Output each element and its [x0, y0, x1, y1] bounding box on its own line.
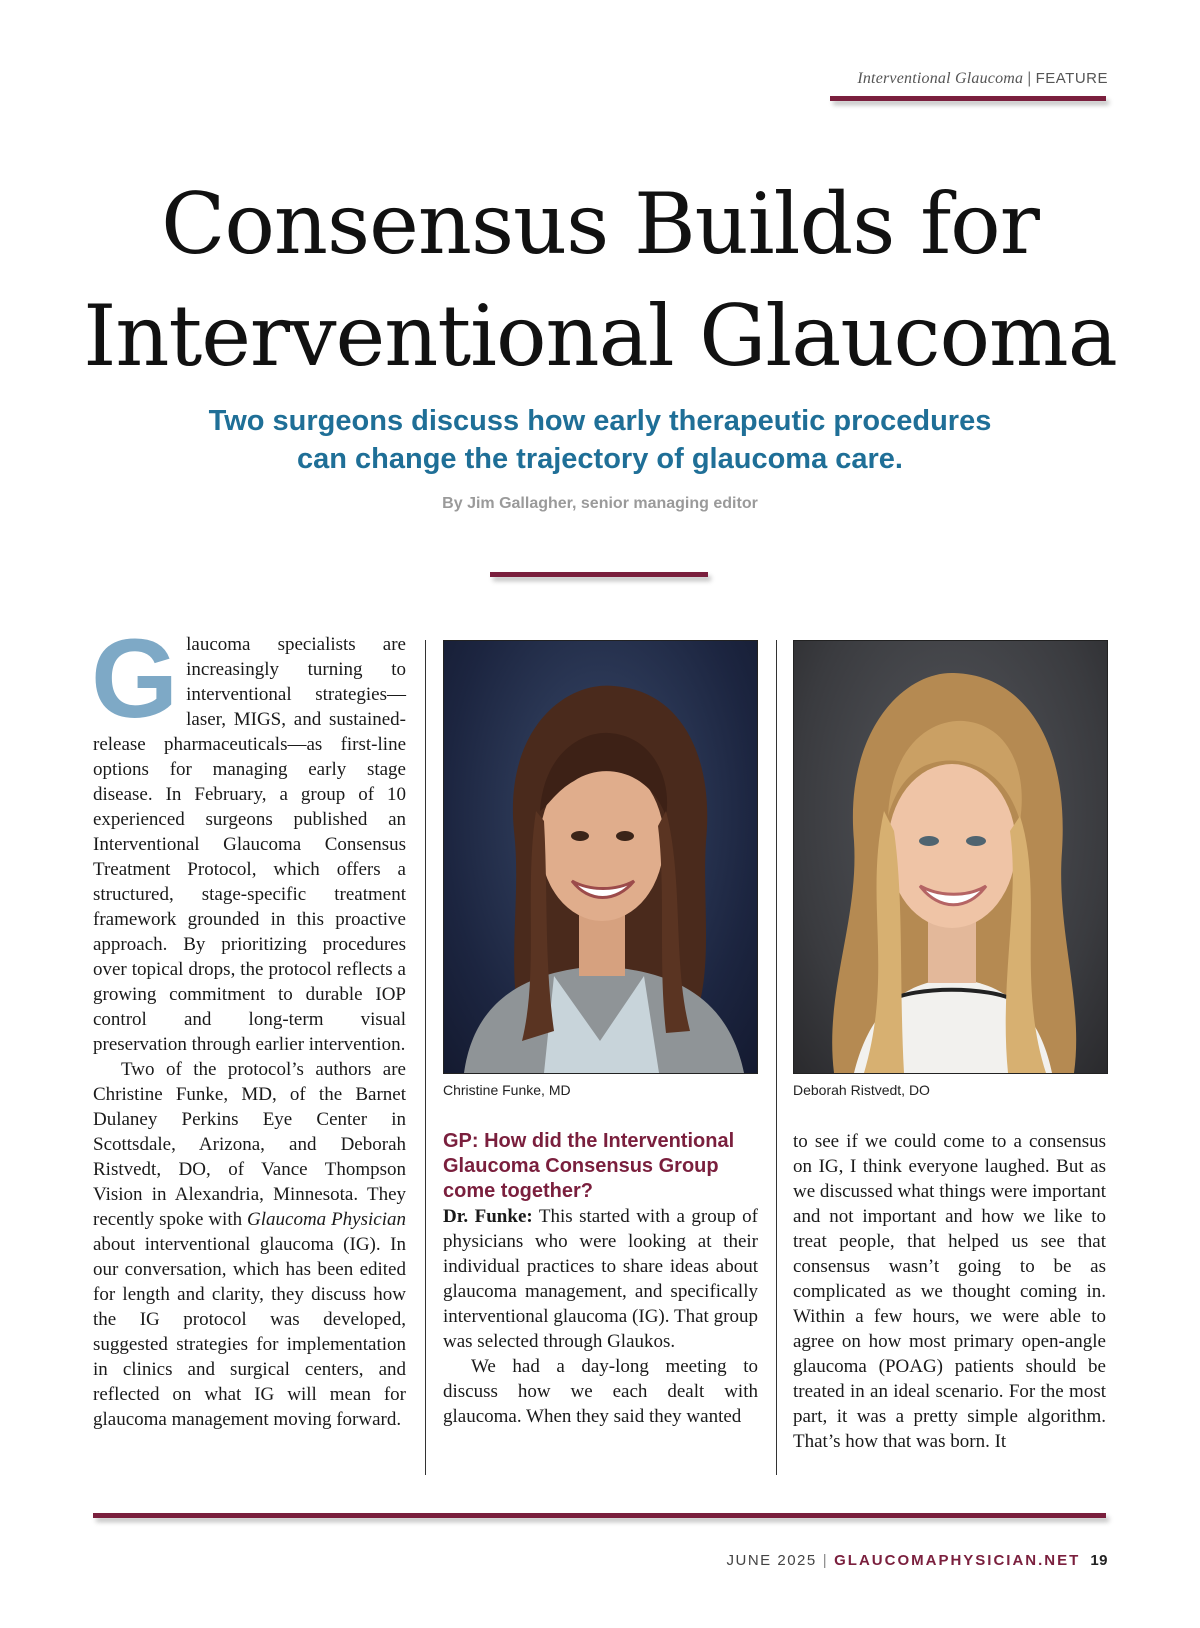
footer-rule — [93, 1513, 1106, 1518]
title-line-1: Consensus Builds for — [161, 175, 1039, 273]
title-divider — [490, 572, 708, 577]
answer-continuation: to see if we could come to a consensus on IG, I think everyone laughed. But as we discussed what things were important and not important and how we like to treat people, that helped us see that consensus wasn’t going to be as complicated as we thought coming in. Within a few hours, we were able to agree on how most primary open-angle glaucoma (POAG) patients should be treated in an ideal scenario. For the most part, it was a pretty simple algorithm. That’s how that was born. It — [793, 1131, 1106, 1452]
portrait-2-illustration — [794, 641, 1107, 1073]
column-3 — [793, 1129, 1106, 1454]
deck-line-2: can change the trajectory of glaucoma care. — [297, 443, 903, 475]
running-header-separator: | — [1027, 70, 1032, 87]
running-header-label: FEATURE — [1035, 70, 1108, 87]
portrait-christine-funke — [443, 640, 758, 1074]
caption-christine-funke: Christine Funke, MD — [443, 1082, 571, 1098]
running-header-section: Interventional Glaucoma — [857, 70, 1024, 87]
caption-deborah-ristvedt: Deborah Ristvedt, DO — [793, 1082, 930, 1098]
answer-text-1: This started with a group of physicians who were looking at their individual practices to share ideas about glaucoma management, and specifically interventional glaucoma (IG). That group was selected through Glaukos. — [443, 1206, 758, 1352]
interview-question: GP: How did the Interventional Glaucoma Consensus Group come together? — [443, 1130, 735, 1202]
folio-separator: | — [822, 1552, 829, 1569]
folio — [727, 1552, 1108, 1569]
article-title — [0, 168, 1200, 392]
column-divider-2 — [776, 640, 777, 1475]
deck-line-1: Two surgeons discuss how early therapeutic procedures — [208, 405, 992, 437]
portrait-1-illustration — [444, 641, 757, 1073]
issue-date: JUNE 2025 — [726, 1552, 817, 1569]
answer-paragraph-1 — [443, 1204, 758, 1354]
portrait-deborah-ristvedt — [793, 640, 1108, 1074]
intro-text: laucoma specialists are increasingly turning to interventional strategies—laser, MIGS, and sustained-release pharmaceuticals—as first-line options for managing early stage disease. In February, a group of 10 experienced surgeons published an Interventional Glaucoma Consensus Treatment Protocol, which offers a structured, stage-specific treatment framework grounded in this proactive approach. By prioritizing procedures over topical drops, the protocol reflects a growing commitment to durable IOP control and long-term visual preservation through earlier intervention. — [93, 634, 406, 1055]
running-header — [857, 70, 1108, 88]
title-line-2: Interventional Glaucoma — [83, 287, 1117, 385]
authors-text-a: Two of the protocol’s authors are Christine Funke, MD, of the Barnet Dulaney Perkins Eye Center in Scottsdale, Arizona, and Deborah Ristvedt, DO, of Vance Thompson Vision in Alexandria, Minnesota. They recently spoke with — [93, 1059, 406, 1230]
running-header-rule — [830, 96, 1106, 101]
publication-name: Glaucoma Physician — [247, 1209, 406, 1230]
authors-text-b: about interventional glaucoma (IG). In our conversation, which has been edited for length and clarity, they discuss how the IG protocol was developed, suggested strategies for implementation in clinics and surgical centers, and reflected on what IG will mean for glaucoma management moving forward. — [93, 1234, 406, 1430]
column-1 — [91, 616, 406, 1432]
page-number: 19 — [1090, 1552, 1108, 1569]
column-divider-1 — [425, 640, 426, 1475]
authors-paragraph — [93, 1057, 406, 1432]
answer-paragraph-2: We had a day-long meeting to discuss how we each dealt with glaucoma. When they said they wanted — [443, 1356, 758, 1427]
article-deck — [0, 402, 1200, 478]
byline: By Jim Gallagher, senior managing editor — [442, 495, 758, 512]
column-2 — [443, 1129, 758, 1429]
speaker-label: Dr. Funke: — [443, 1206, 533, 1227]
website-link[interactable]: GLAUCOMAPHYSICIAN.NET — [834, 1552, 1081, 1569]
drop-cap: G — [91, 616, 179, 741]
intro-paragraph — [91, 616, 406, 1057]
